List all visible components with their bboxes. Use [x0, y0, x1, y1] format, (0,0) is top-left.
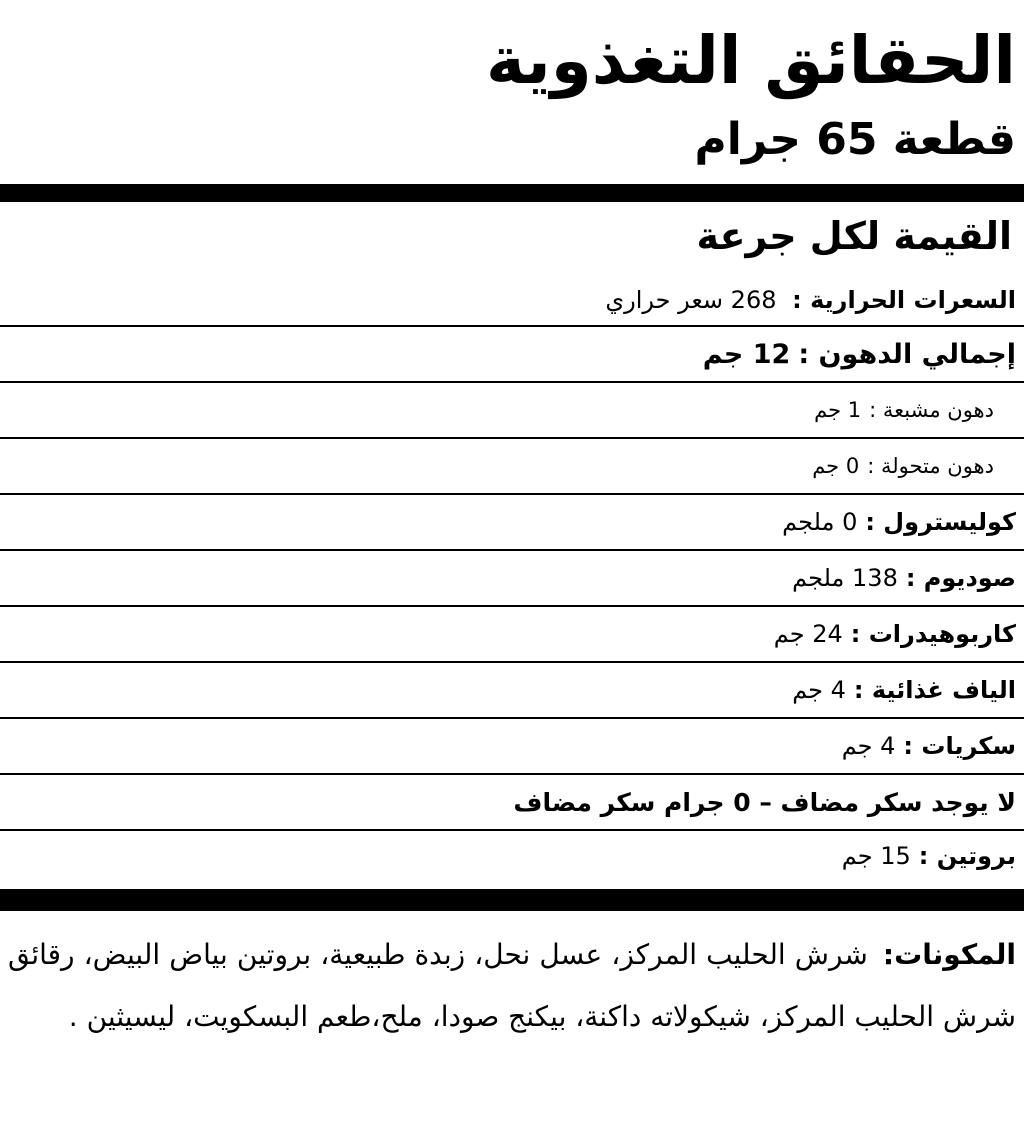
nutrient-value: 0 ملجم [782, 508, 858, 536]
nutrient-label: كاربوهيدرات : [850, 620, 1016, 648]
nutrient-row-carbohydrates [0, 605, 1024, 661]
nutrient-value: 15 جم [841, 842, 911, 870]
nutrient-label: الياف غذائية : [853, 676, 1016, 704]
page-title: الحقائق التغذوية [485, 22, 1016, 99]
nutrient-row-saturated-fat [0, 381, 1024, 437]
nutrient-label: لا يوجد سكر مضاف – 0 جرام سكر مضاف [513, 787, 1016, 817]
nutrient-label: دهون مشبعة : [869, 398, 994, 422]
nutrient-value: 1 جم [814, 398, 862, 422]
calories-label: السعرات الحرارية : [792, 286, 1016, 314]
nutrient-row-cholesterol [0, 493, 1024, 549]
label-header [0, 0, 1024, 185]
nutrient-row-dietary-fiber [0, 661, 1024, 717]
nutrient-label: بروتين : [918, 842, 1016, 870]
nutrient-row-added-sugar [0, 773, 1024, 829]
nutrient-label: كوليسترول : [865, 508, 1016, 536]
nutrient-table [0, 325, 1024, 881]
calories-row [605, 276, 1016, 324]
nutrient-label: سكريات : [903, 732, 1016, 760]
nutrient-row-sodium [0, 549, 1024, 605]
nutrient-value: 24 جم [773, 620, 843, 648]
per-serving-heading: القيمة لكل جرعة [696, 214, 1012, 258]
nutrient-value: 0 جم [812, 454, 860, 478]
nutrient-value: 138 ملجم [792, 564, 898, 592]
nutrient-label: صوديوم : [905, 564, 1016, 592]
nutrient-value: 12 جم [702, 338, 791, 370]
calories-value: 268 سعر حراري [605, 286, 777, 314]
nutrient-row-total-fat [0, 325, 1024, 381]
nutrient-value: 4 جم [792, 676, 846, 704]
nutrient-label: إجمالي الدهون : [798, 338, 1016, 370]
nutrient-row-trans-fat [0, 437, 1024, 493]
nutrient-value: 4 جم [841, 732, 896, 760]
divider-thick-top [0, 184, 1024, 202]
ingredients-text: شرش الحليب المركز، عسل نحل، زبدة طبيعية، بروتين بياض البيض، رقائق شرش الحليب المركز، شيكولاته داكنة، بيكنج صودا، ملح،طعم البسكويت، ليسيثين . [8, 938, 1016, 1033]
ingredients-paragraph [8, 924, 1016, 1048]
nutrient-row-sugars [0, 717, 1024, 773]
ingredients-label: المكونات: [882, 938, 1016, 971]
serving-size: قطعة 65 جرام [694, 114, 1016, 165]
divider-thick-bottom [0, 889, 1024, 911]
nutrient-row-protein [0, 829, 1024, 881]
nutrient-label: دهون متحولة : [867, 454, 994, 478]
